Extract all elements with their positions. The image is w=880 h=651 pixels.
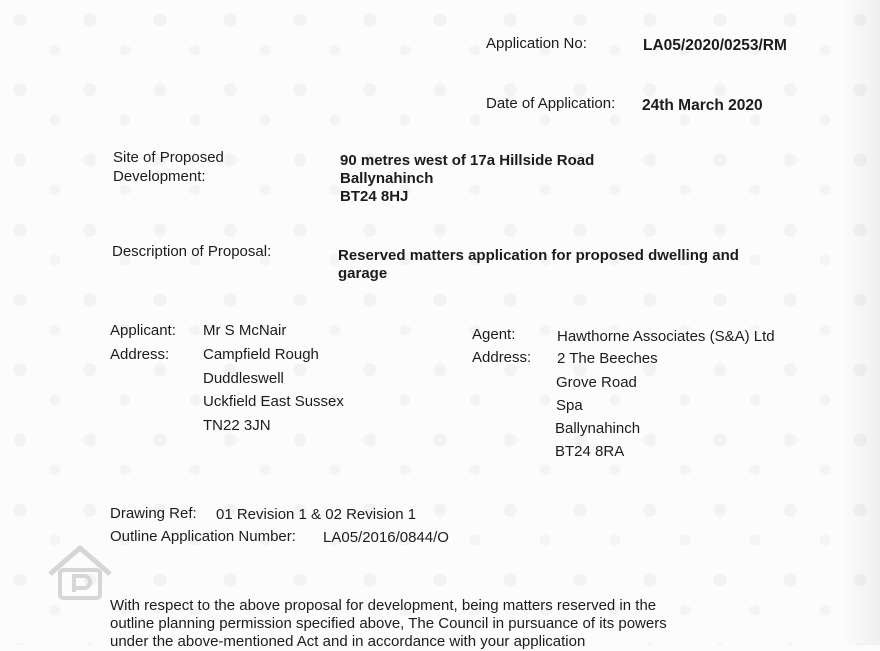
applicant-address-line: Duddleswell [203,370,284,387]
site-address-line: Ballynahinch [340,170,434,187]
applicant-address-line: Uckfield East Sussex [203,393,344,410]
body-text-line: With respect to the above proposal for development, being matters reserved in the [110,597,657,614]
agent-address-label: Address: [472,349,532,366]
applicant-name: Mr S McNair [203,322,287,339]
body-text-line: under the above-mentioned Act and in accordance with your application [110,633,586,650]
applicant-address-line: Campfield Rough [203,346,319,363]
page-edge-shadow [842,0,880,645]
applicant-label: Applicant: [110,322,176,339]
drawing-ref-value: 01 Revision 1 & 02 Revision 1 [216,506,417,523]
agent-name: Hawthorne Associates (S&A) Ltd [557,328,775,345]
date-of-application-label: Date of Application: [486,95,616,112]
agent-label: Agent: [472,326,516,343]
description-line: garage [338,265,388,282]
date-of-application-value: 24th March 2020 [642,97,763,114]
applicant-address-line: TN22 3JN [203,417,271,434]
agent-address-line: Grove Road [556,374,637,391]
description-label: Description of Proposal: [112,243,272,260]
agent-address-line: 2 The Beeches [557,350,658,367]
outline-application-label: Outline Application Number: [110,528,296,545]
drawing-ref-label: Drawing Ref: [110,505,197,522]
site-address-line: 90 metres west of 17a Hillside Road [340,152,595,169]
site-label-line-1: Site of Proposed [113,149,224,166]
agent-address-line: Ballynahinch [555,420,641,437]
agent-address-line: BT24 8RA [555,443,625,460]
site-address-line: BT24 8HJ [340,188,409,205]
applicant-address-label: Address: [110,346,170,363]
application-no-value: LA05/2020/0253/RM [643,37,787,54]
description-line: Reserved matters application for proposed dwelling and [338,247,739,264]
application-no-label: Application No: [486,35,587,52]
body-text-line: outline planning permission specified above, The Council in pursuance of its powers [110,615,667,632]
site-label-line-2: Development: [113,168,206,185]
agent-address-line: Spa [556,397,583,414]
outline-application-number: LA05/2016/0844/O [323,529,449,546]
property-p-logo-icon [44,540,116,602]
